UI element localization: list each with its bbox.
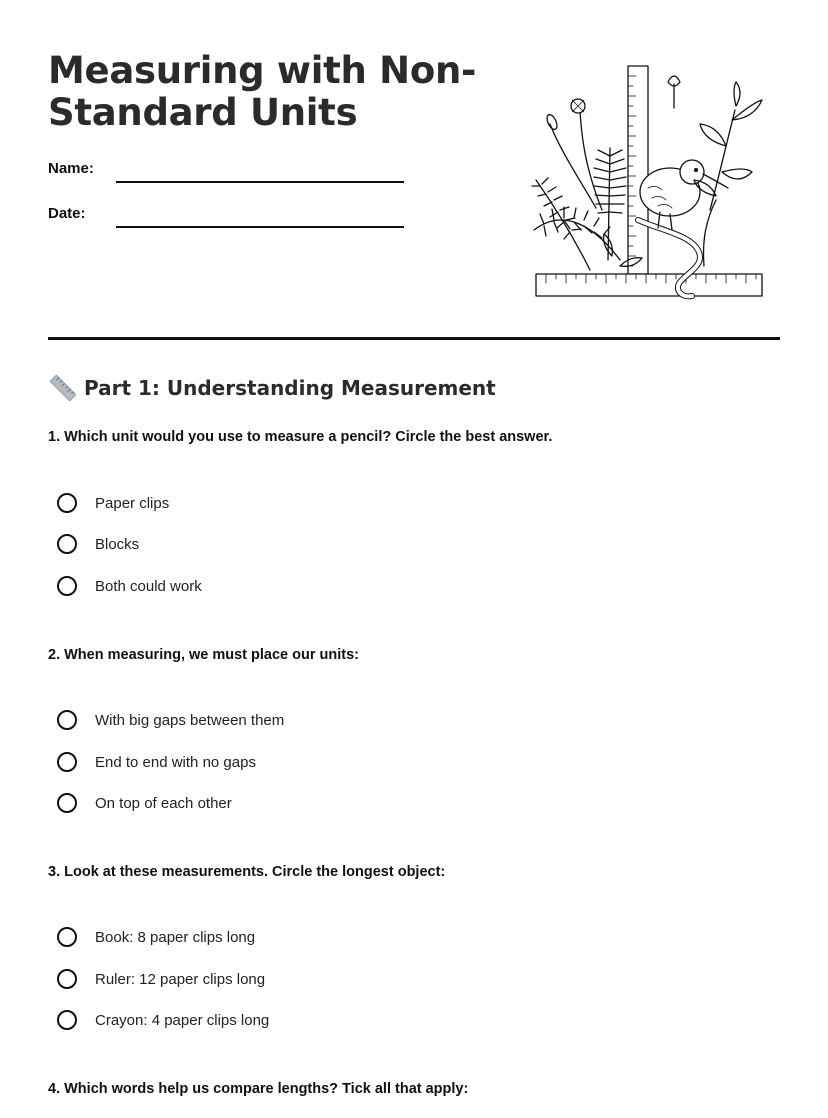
q1-option-paper-clips[interactable] — [57, 490, 169, 516]
name-field[interactable] — [116, 181, 404, 183]
q3-option-book[interactable] — [57, 924, 255, 950]
option-label: With big gaps between them — [95, 711, 285, 729]
question-2: 2. When measuring, we must place our units: — [48, 647, 359, 663]
q2-option-end-to-end[interactable] — [57, 749, 256, 775]
radio-circle[interactable] — [57, 493, 77, 513]
option-label: Both could work — [95, 577, 202, 595]
option-label: End to end with no gaps — [95, 753, 256, 771]
option-label: On top of each other — [95, 794, 232, 812]
question-4: 4. Which words help us compare lengths? Tick all that apply: — [48, 1081, 469, 1097]
option-label: Ruler: 12 paper clips long — [95, 970, 266, 988]
option-label: Blocks — [95, 535, 140, 553]
q3-option-crayon[interactable] — [57, 1007, 269, 1033]
question-1: 1. Which unit would you use to measure a pencil? Circle the best answer. — [48, 429, 553, 445]
radio-circle[interactable] — [57, 752, 77, 772]
date-field[interactable] — [116, 226, 404, 228]
radio-circle[interactable] — [57, 1010, 77, 1030]
kiwi-ruler-illustration — [520, 60, 770, 310]
radio-circle[interactable] — [57, 710, 77, 730]
q1-option-blocks[interactable] — [57, 531, 139, 557]
ruler-icon — [48, 373, 78, 403]
radio-circle[interactable] — [57, 927, 77, 947]
header-divider — [48, 337, 780, 340]
q2-option-big-gaps[interactable] — [57, 707, 284, 733]
radio-circle[interactable] — [57, 969, 77, 989]
part1-heading-text: Part 1: Understanding Measurement — [84, 376, 496, 400]
page-title: Measuring with Non-Standard Units — [48, 49, 477, 134]
radio-circle[interactable] — [57, 793, 77, 813]
q2-option-on-top[interactable] — [57, 790, 232, 816]
radio-circle[interactable] — [57, 534, 77, 554]
q1-option-both[interactable] — [57, 573, 202, 599]
option-label: Crayon: 4 paper clips long — [95, 1011, 270, 1029]
option-label: Paper clips — [95, 494, 170, 512]
question-3: 3. Look at these measurements. Circle the longest object: — [48, 864, 446, 880]
name-label: Name: — [48, 160, 94, 177]
radio-circle[interactable] — [57, 576, 77, 596]
option-label: Book: 8 paper clips long — [95, 928, 256, 946]
q3-option-ruler[interactable] — [57, 966, 265, 992]
part1-heading — [48, 373, 496, 403]
date-label: Date: — [48, 205, 86, 222]
